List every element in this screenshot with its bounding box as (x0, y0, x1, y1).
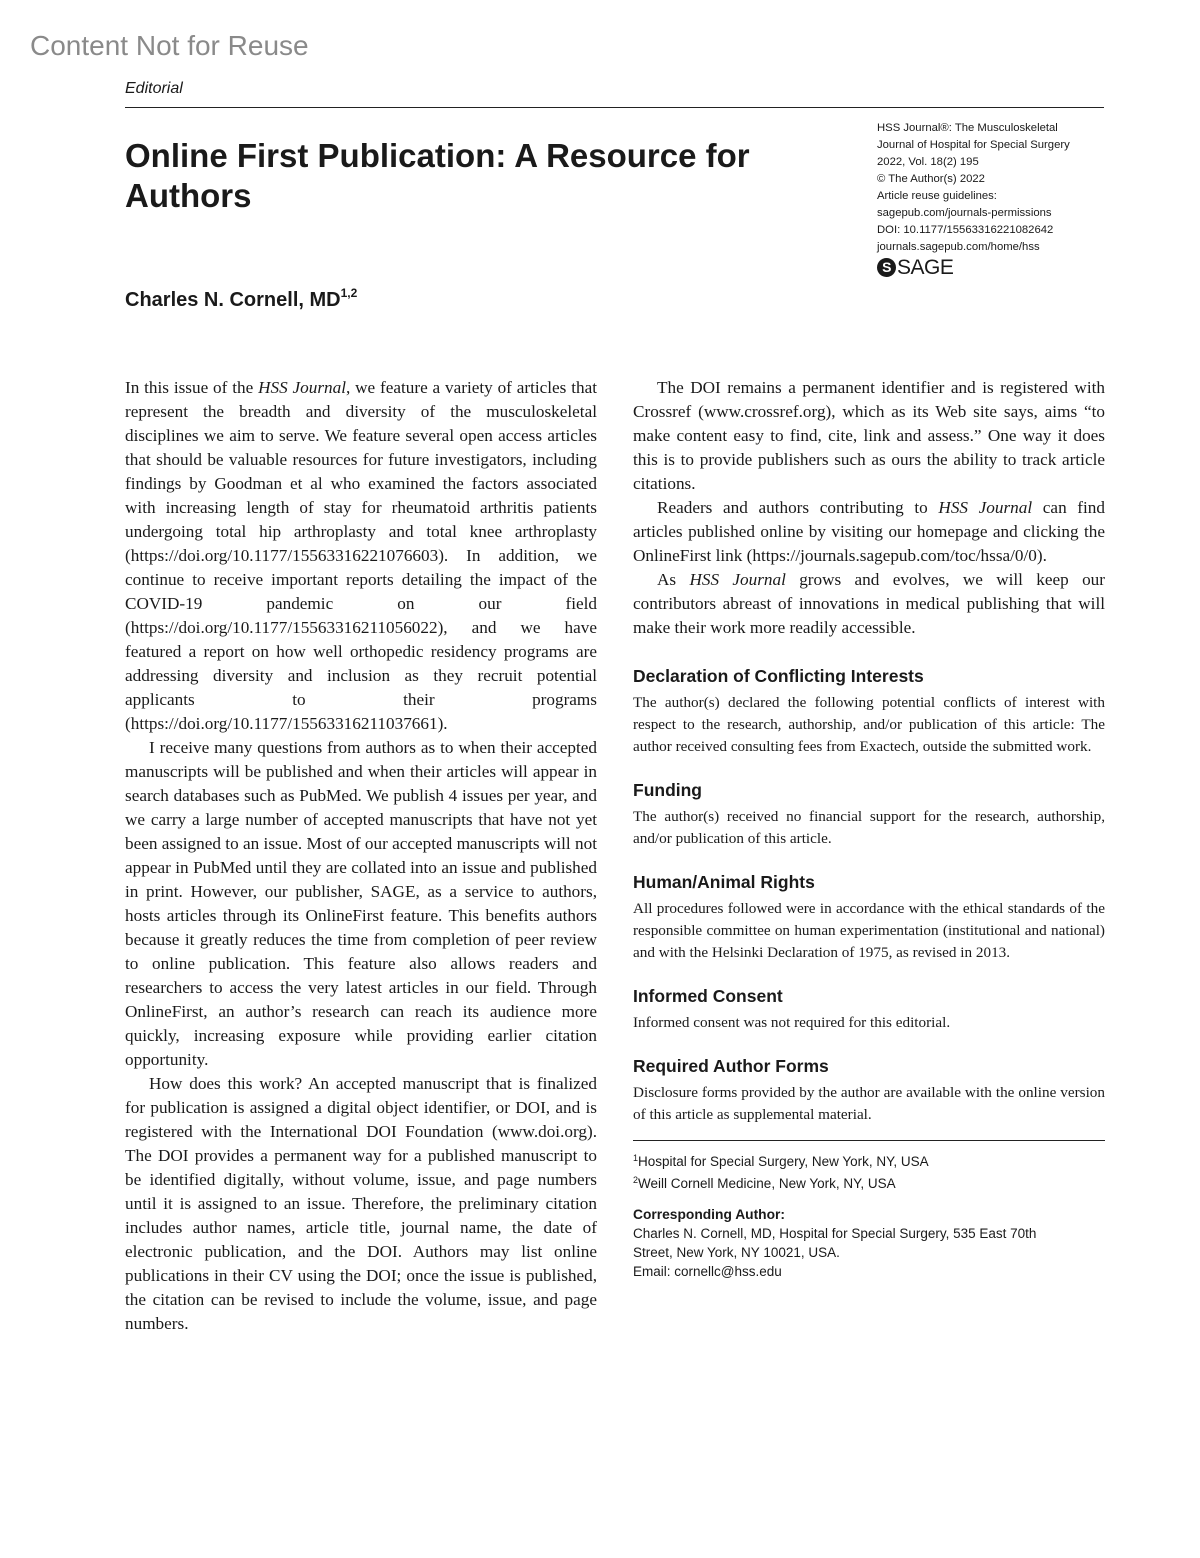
right-column (633, 376, 1105, 1281)
meta-journal-name: HSS Journal®: The Musculoskeletal (877, 122, 1058, 134)
forms-heading: Required Author Forms (633, 1056, 829, 1076)
left-column (125, 376, 597, 1336)
journal-meta (877, 120, 1107, 277)
corresponding-email[interactable]: Email: cornellc@hss.edu (633, 1264, 782, 1279)
body-paragraph: In this issue of the HSS Journal, we feature a variety of articles that represent the breadth and diversity of the musculoskeletal disciplines we aim to serve. We feature several open access articles that should be valuable resources for future investigators, including findings by Goodman et al who examined the factors associated with increasing length of stay for rheumatoid arthritis patients undergoing total hip arthroplasty and total knee arthroplasty (https://doi.org/10.1177/15563316221076603). In addition, we continue to receive important reports detailing the impact of the COVID-19 pandemic on our field (https://doi.org/10.1177/15563316211056022), and we have featured a report on how well orthopedic residency programs are addressing diversity and inclusion as they recruit potential applicants to their programs (https://doi.org/10.1177/15563316211037661). (125, 378, 597, 733)
watermark: Content Not for Reuse (30, 30, 309, 61)
publisher-logo-text: SAGE (897, 256, 954, 279)
sage-logo-icon: S (877, 258, 896, 277)
rights-text: All procedures followed were in accordance with the ethical standards of the responsible committee on human experimentation (institutional and national) and with the Helsinki Declaration of 1975, as revised in 2013. (633, 900, 1105, 961)
author-affiliation-marks: 1,2 (340, 286, 358, 300)
article-title: Online First Publication: A Resource for Authors (125, 137, 750, 214)
corresponding-line: Street, New York, NY 10021, USA. (633, 1245, 840, 1260)
consent-text: Informed consent was not required for this editorial. (633, 1014, 951, 1031)
journal-name: HSS Journal (258, 378, 346, 397)
header-rule (125, 107, 1104, 108)
funding-text: The author(s) received no financial support for the research, authorship, and/or publication of this article. (633, 808, 1105, 847)
conflicts-heading: Declaration of Conflicting Interests (633, 666, 924, 686)
journal-name: HSS Journal (689, 570, 786, 589)
publisher-logo (877, 258, 1107, 277)
footnote-rule (633, 1140, 1105, 1141)
meta-journal-link[interactable]: journals.sagepub.com/home/hss (877, 241, 1040, 253)
meta-permissions-link[interactable]: sagepub.com/journals-permissions (877, 207, 1052, 219)
corresponding-heading: Corresponding Author: (633, 1207, 786, 1222)
body-paragraph: I receive many questions from authors as to when their accepted manuscripts will be published and when their articles will appear in search databases such as PubMed. We publish 4 issues per year, and we carry a large number of accepted manuscripts that have not yet been assigned to an issue. Most of our accepted manuscripts will not appear in PubMed until they are collated into an issue and published in print. However, our publisher, SAGE, as a service to authors, hosts articles through its OnlineFirst feature. This benefits authors because it greatly reduces the time from completion of peer review to online publication. This feature also allows readers and researchers to access the very latest articles in our field. Through OnlineFirst, an author’s research can reach its audience more quickly, increasing exposure while providing earlier citation opportunity. (125, 738, 597, 1069)
affiliation-item: $^2$Weill Cornell Medicine, New York, NY, USA (633, 1175, 896, 1191)
affiliation-item: $^1$Hospital for Special Surgery, New York, NY, USA (633, 1153, 929, 1169)
corresponding-line: Charles N. Cornell, MD, Hospital for Special Surgery, 535 East 70th (633, 1226, 1037, 1241)
meta-copyright: © The Author(s) 2022 (877, 173, 985, 185)
body-paragraph: The DOI remains a permanent identifier and is registered with Crossref (www.crossref.org), which as its Web site says, aims “to make content easy to find, cite, link and assess.” One way it does this is to provide publishers such as ours the ability to track article citations. (633, 378, 1105, 493)
forms-text: Disclosure forms provided by the author are available with the online version of this article as supplemental material. (633, 1084, 1105, 1123)
consent-heading: Informed Consent (633, 986, 783, 1006)
author-name: Charles N. Cornell, MD (125, 289, 341, 311)
conflicts-text: The author(s) declared the following potential conflicts of interest with respect to the research, authorship, and/or publication of this article: The author received consulting fees from Exactech, outside the submitted work. (633, 694, 1105, 755)
author-byline (125, 286, 357, 312)
meta-journal-subtitle: Journal of Hospital for Special Surgery (877, 139, 1070, 151)
meta-doi[interactable]: DOI: 10.1177/15563316221082642 (877, 224, 1054, 236)
corresponding-author (633, 1205, 1105, 1281)
journal-name: HSS Journal (938, 498, 1033, 517)
body-paragraph: Readers and authors contributing to HSS Journal can find articles published online by visiting our homepage and clicking the OnlineFirst link (https://journals.sagepub.com/toc/hssa/0/0). (633, 498, 1105, 565)
funding-heading: Funding (633, 780, 703, 800)
section-label: Editorial (125, 80, 183, 97)
body-paragraph: As HSS Journal grows and evolves, we will keep our contributors abreast of innovations in medical publishing that will make their work more readily accessible. (633, 570, 1105, 637)
meta-volume: 2022, Vol. 18(2) 195 (877, 156, 979, 168)
meta-reuse-label: Article reuse guidelines: (877, 190, 997, 202)
rights-heading: Human/Animal Rights (633, 872, 815, 892)
affiliations (633, 1149, 1105, 1193)
body-paragraph: How does this work? An accepted manuscript that is finalized for publication is assigned a digital object identifier, or DOI, and is registered with the International DOI Foundation (www.doi.org). The DOI provides a permanent way for a published manuscript to be identified digitally, without volume, issue, and page numbers until it is assigned to an issue. Therefore, the preliminary citation includes author names, article title, journal name, the date of electronic publication, and the DOI. Authors may list online publications in their CV using the DOI; once the issue is published, the citation can be revised to include the volume, issue, and page numbers. (125, 1074, 597, 1333)
